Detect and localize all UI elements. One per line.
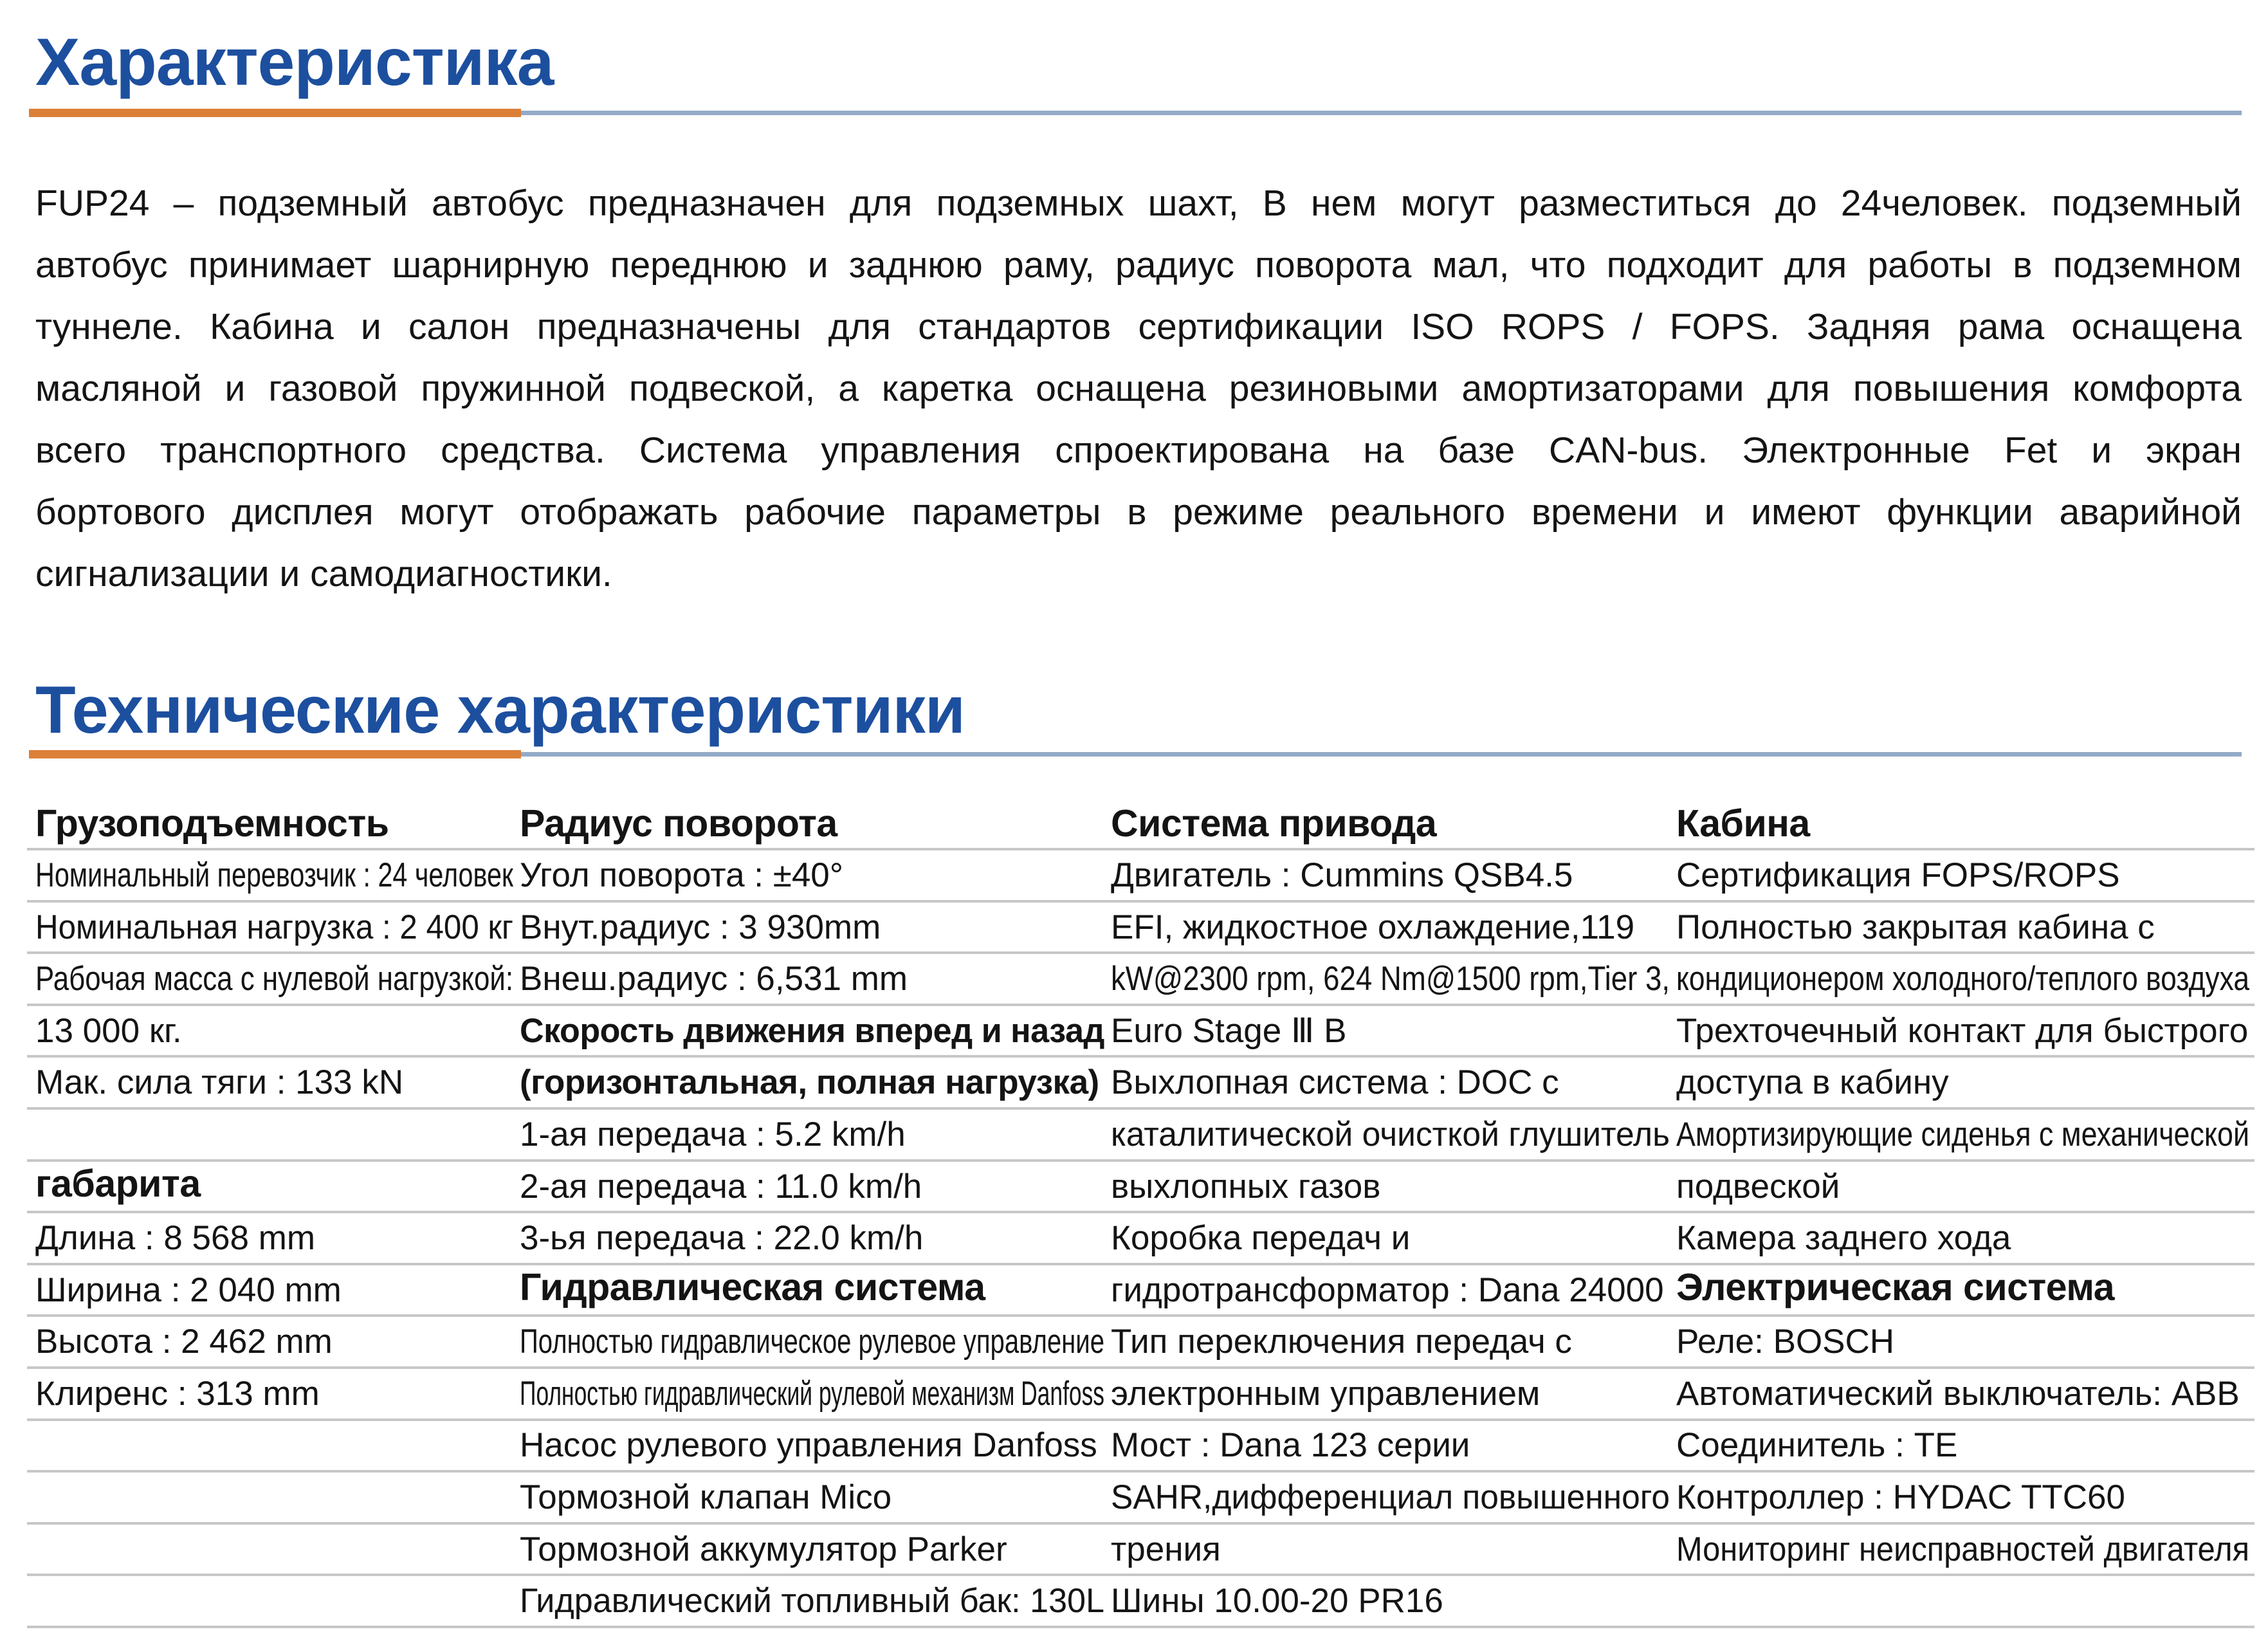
spec-cell xyxy=(1675,1525,2254,1577)
spec-cell xyxy=(27,1265,518,1317)
spec-cell xyxy=(518,954,1110,1006)
spec-cell xyxy=(1675,954,2254,1006)
spec-cell-text: Клиренс : 313 mm xyxy=(35,1374,320,1413)
spec-cell xyxy=(1110,1317,1675,1369)
divider-orange-segment xyxy=(29,750,521,758)
spec-cell-text: 1-ая передача : 5.2 km/h xyxy=(520,1115,906,1153)
spec-cell xyxy=(518,1421,1110,1473)
description-line: сигнализации и самодиагностики. xyxy=(35,553,612,594)
description-line: автобус принимает шарнирную переднюю и заднюю раму, радиус поворота мал, что подходит для работы в подземном xyxy=(35,244,2242,286)
spec-cell xyxy=(27,1162,518,1214)
spec-cell xyxy=(27,1369,518,1421)
spec-cell xyxy=(518,903,1110,955)
spec-cell-text: 13 000 кг. xyxy=(35,1011,182,1050)
spec-cell xyxy=(27,1317,518,1369)
spec-cell-text: Выхлопная система : DOC с xyxy=(1111,1063,1559,1102)
spec-cell-text: доступа в кабину xyxy=(1676,1063,1949,1102)
spec-cell xyxy=(1110,1421,1675,1473)
spec-cell-text: Полностью гидравлическое рулевое управление xyxy=(520,1323,1104,1361)
spec-cell xyxy=(27,954,518,1006)
spec-cell-text: Полностью гидравлический рулевой механизм Danfoss xyxy=(520,1374,1104,1413)
spec-cell xyxy=(1675,1213,2254,1265)
spec-cell xyxy=(1110,1576,1675,1628)
section-divider-2 xyxy=(29,750,2242,759)
spec-cell xyxy=(1675,1317,2254,1369)
spec-cell-text: (горизонтальная, полная нагрузка) xyxy=(520,1063,1099,1102)
spec-cell xyxy=(1110,1369,1675,1421)
description-line: FUP24 – подземный автобус предназначен для подземных шахт, В нем могут разместиться до 24человек. подземный xyxy=(35,183,2242,224)
spec-cell xyxy=(518,1265,1110,1317)
spec-cell-text: Тип переключения передач с xyxy=(1111,1323,1572,1361)
divider-blue-segment xyxy=(521,752,2242,757)
spec-cell xyxy=(1675,1369,2254,1421)
spec-column-header-label: Кабина xyxy=(1676,802,1810,845)
spec-cell-text: Амортизирующие сиденья с механической xyxy=(1676,1115,2249,1153)
spec-cell xyxy=(518,1473,1110,1525)
spec-cell xyxy=(1675,1006,2254,1058)
spec-cell-text: каталитической очисткой глушитель xyxy=(1111,1115,1670,1153)
spec-cell xyxy=(1675,1421,2254,1473)
spec-cell xyxy=(518,850,1110,903)
spec-table xyxy=(27,802,2254,1628)
spec-cell xyxy=(27,1576,518,1628)
spec-cell xyxy=(1675,1058,2254,1110)
description-line: масляной и газовой пружинной подвеской, а каретка оснащена резиновыми амортизаторами для повышения комфорта xyxy=(35,368,2242,409)
spec-cell-text: Контроллер : HYDAC TTC60 xyxy=(1676,1478,2125,1517)
spec-cell xyxy=(518,1213,1110,1265)
spec-cell-text: Полностью закрытая кабина с xyxy=(1676,908,2155,946)
spec-cell-text: Высота : 2 462 mm xyxy=(35,1323,333,1361)
spec-cell xyxy=(1110,903,1675,955)
spec-cell-text: Гидравлический топливный бак: 130L xyxy=(520,1582,1104,1620)
spec-cell-text: Трехточечный контакт для быстрого xyxy=(1676,1011,2249,1050)
spec-cell xyxy=(518,1369,1110,1421)
divider-orange-segment xyxy=(29,109,521,117)
spec-cell xyxy=(1675,1110,2254,1162)
spec-cell xyxy=(1110,1058,1675,1110)
spec-cell-text: Мониторинг неисправностей двигателя xyxy=(1676,1530,2249,1568)
spec-cell-text: Автоматический выключатель: ABB xyxy=(1676,1374,2240,1413)
spec-cell-text: Реле: BOSCH xyxy=(1676,1323,1895,1361)
spec-cell xyxy=(27,1110,518,1162)
spec-cell-text: Двигатель : Cummins QSB4.5 xyxy=(1111,856,1573,894)
spec-cell-text: Мак. сила тяги : 133 kN xyxy=(35,1063,404,1102)
spec-cell-text: kW@2300 rpm, 624 Nm@1500 rpm,Tier 3, xyxy=(1111,960,1670,998)
spec-cell xyxy=(518,1525,1110,1577)
spec-cell-text: EFI, жидкостное охлаждение,119 xyxy=(1111,908,1635,946)
spec-cell xyxy=(518,1576,1110,1628)
spec-cell xyxy=(1675,1265,2254,1317)
spec-cell xyxy=(1110,954,1675,1006)
spec-cell-text: Внут.радиус : 3 930mm xyxy=(520,908,881,946)
spec-cell-text: Тормозной аккумулятор Parker xyxy=(520,1530,1007,1568)
spec-cell xyxy=(27,1213,518,1265)
spec-cell xyxy=(1675,1473,2254,1525)
section-title-technical-specs: Технические характеристики xyxy=(35,673,965,748)
spec-column-header-label: Грузоподъемность xyxy=(35,802,389,845)
description-paragraph xyxy=(35,172,2242,605)
spec-cell-text: Камера заднего хода xyxy=(1676,1219,2011,1258)
spec-cell xyxy=(27,850,518,903)
spec-cell xyxy=(1675,903,2254,955)
spec-cell-text: Euro Stage Ⅲ B xyxy=(1111,1011,1347,1050)
spec-cell xyxy=(1110,1213,1675,1265)
spec-cell-text: Гидравлическая система xyxy=(520,1266,985,1309)
spec-column-header-label: Система привода xyxy=(1111,802,1437,845)
spec-cell-text: Внеш.радиус : 6,531 mm xyxy=(520,960,908,998)
spec-cell xyxy=(1675,1576,2254,1628)
spec-cell-text: Мост : Dana 123 серии xyxy=(1111,1426,1470,1465)
spec-column-header xyxy=(518,802,1110,850)
spec-cell-text: выхлопных газов xyxy=(1111,1167,1381,1206)
spec-cell xyxy=(27,1525,518,1577)
spec-cell xyxy=(27,1006,518,1058)
spec-cell-text: Рабочая масса с нулевой нагрузкой: xyxy=(35,960,513,998)
spec-cell xyxy=(1110,850,1675,903)
spec-column-header xyxy=(1110,802,1675,850)
spec-column-header xyxy=(27,802,518,850)
spec-cell xyxy=(1110,1525,1675,1577)
spec-cell xyxy=(1110,1265,1675,1317)
spec-column-header xyxy=(1675,802,2254,850)
spec-cell-text: Сертификация FOPS/ROPS xyxy=(1676,856,2120,894)
spec-cell-text: Соединитель : TE xyxy=(1676,1426,1958,1465)
spec-cell-text: Длина : 8 568 mm xyxy=(35,1219,315,1258)
spec-cell xyxy=(27,903,518,955)
spec-column-header-label: Радиус поворота xyxy=(520,802,837,845)
divider-blue-segment xyxy=(521,111,2242,115)
spec-cell xyxy=(1110,1006,1675,1058)
spec-cell-text: Ширина : 2 040 mm xyxy=(35,1271,342,1309)
spec-cell-text: подвеской xyxy=(1676,1167,1840,1206)
spec-cell-text: Угол поворота : ±40° xyxy=(520,856,843,894)
spec-cell xyxy=(27,1473,518,1525)
spec-cell-text: Скорость движения вперед и назад xyxy=(520,1011,1104,1050)
spec-cell xyxy=(1110,1162,1675,1214)
description-line: туннеле. Кабина и салон предназначены для стандартов сертификации ISO ROPS / FOPS. Задняя рама оснащена xyxy=(35,306,2242,347)
section-title-characteristics: Характеристика xyxy=(35,25,554,100)
spec-cell-text: электронным управлением xyxy=(1111,1374,1541,1413)
description-line: всего транспортного средства. Система управления спроектирована на базе CAN-bus. Электронные Fet и экран xyxy=(35,430,2242,471)
spec-cell-text: кондиционером холодного/теплого воздуха xyxy=(1676,960,2249,998)
spec-cell-text: Номинальная нагрузка : 2 400 кг xyxy=(35,908,513,946)
spec-cell-text: Тормозной клапан Mico xyxy=(520,1478,892,1517)
spec-cell-text: SAHR,дифференциал повышенного xyxy=(1111,1478,1670,1517)
spec-cell-text: 3-ья передача : 22.0 km/h xyxy=(520,1219,924,1258)
spec-cell-text: гидротрансформатор : Dana 24000 xyxy=(1111,1271,1664,1309)
spec-cell xyxy=(27,1058,518,1110)
spec-cell xyxy=(1675,850,2254,903)
spec-cell xyxy=(518,1006,1110,1058)
spec-cell-text: 2-ая передача : 11.0 km/h xyxy=(520,1167,922,1206)
spec-cell-text: Шины 10.00-20 PR16 xyxy=(1111,1582,1443,1620)
spec-cell-text: Насос рулевого управления Danfoss xyxy=(520,1426,1097,1465)
spec-cell-text: габарита xyxy=(35,1162,201,1206)
spec-cell xyxy=(1675,1162,2254,1214)
spec-cell xyxy=(518,1058,1110,1110)
spec-cell-text: Номинальный перевозчик : 24 человек xyxy=(35,856,513,894)
section-divider-1 xyxy=(29,109,2242,118)
spec-cell xyxy=(518,1317,1110,1369)
spec-cell-text: трения xyxy=(1111,1530,1221,1568)
spec-cell xyxy=(1110,1110,1675,1162)
spec-cell xyxy=(518,1162,1110,1214)
description-line: бортового дисплея могут отображать рабочие параметры в режиме реального времени и имеют функции аварийной xyxy=(35,491,2242,533)
spec-cell-text: Электрическая система xyxy=(1676,1266,2115,1309)
spec-cell-text: Коробка передач и xyxy=(1111,1219,1411,1258)
spec-cell xyxy=(27,1421,518,1473)
spec-cell xyxy=(518,1110,1110,1162)
spec-cell xyxy=(1110,1473,1675,1525)
